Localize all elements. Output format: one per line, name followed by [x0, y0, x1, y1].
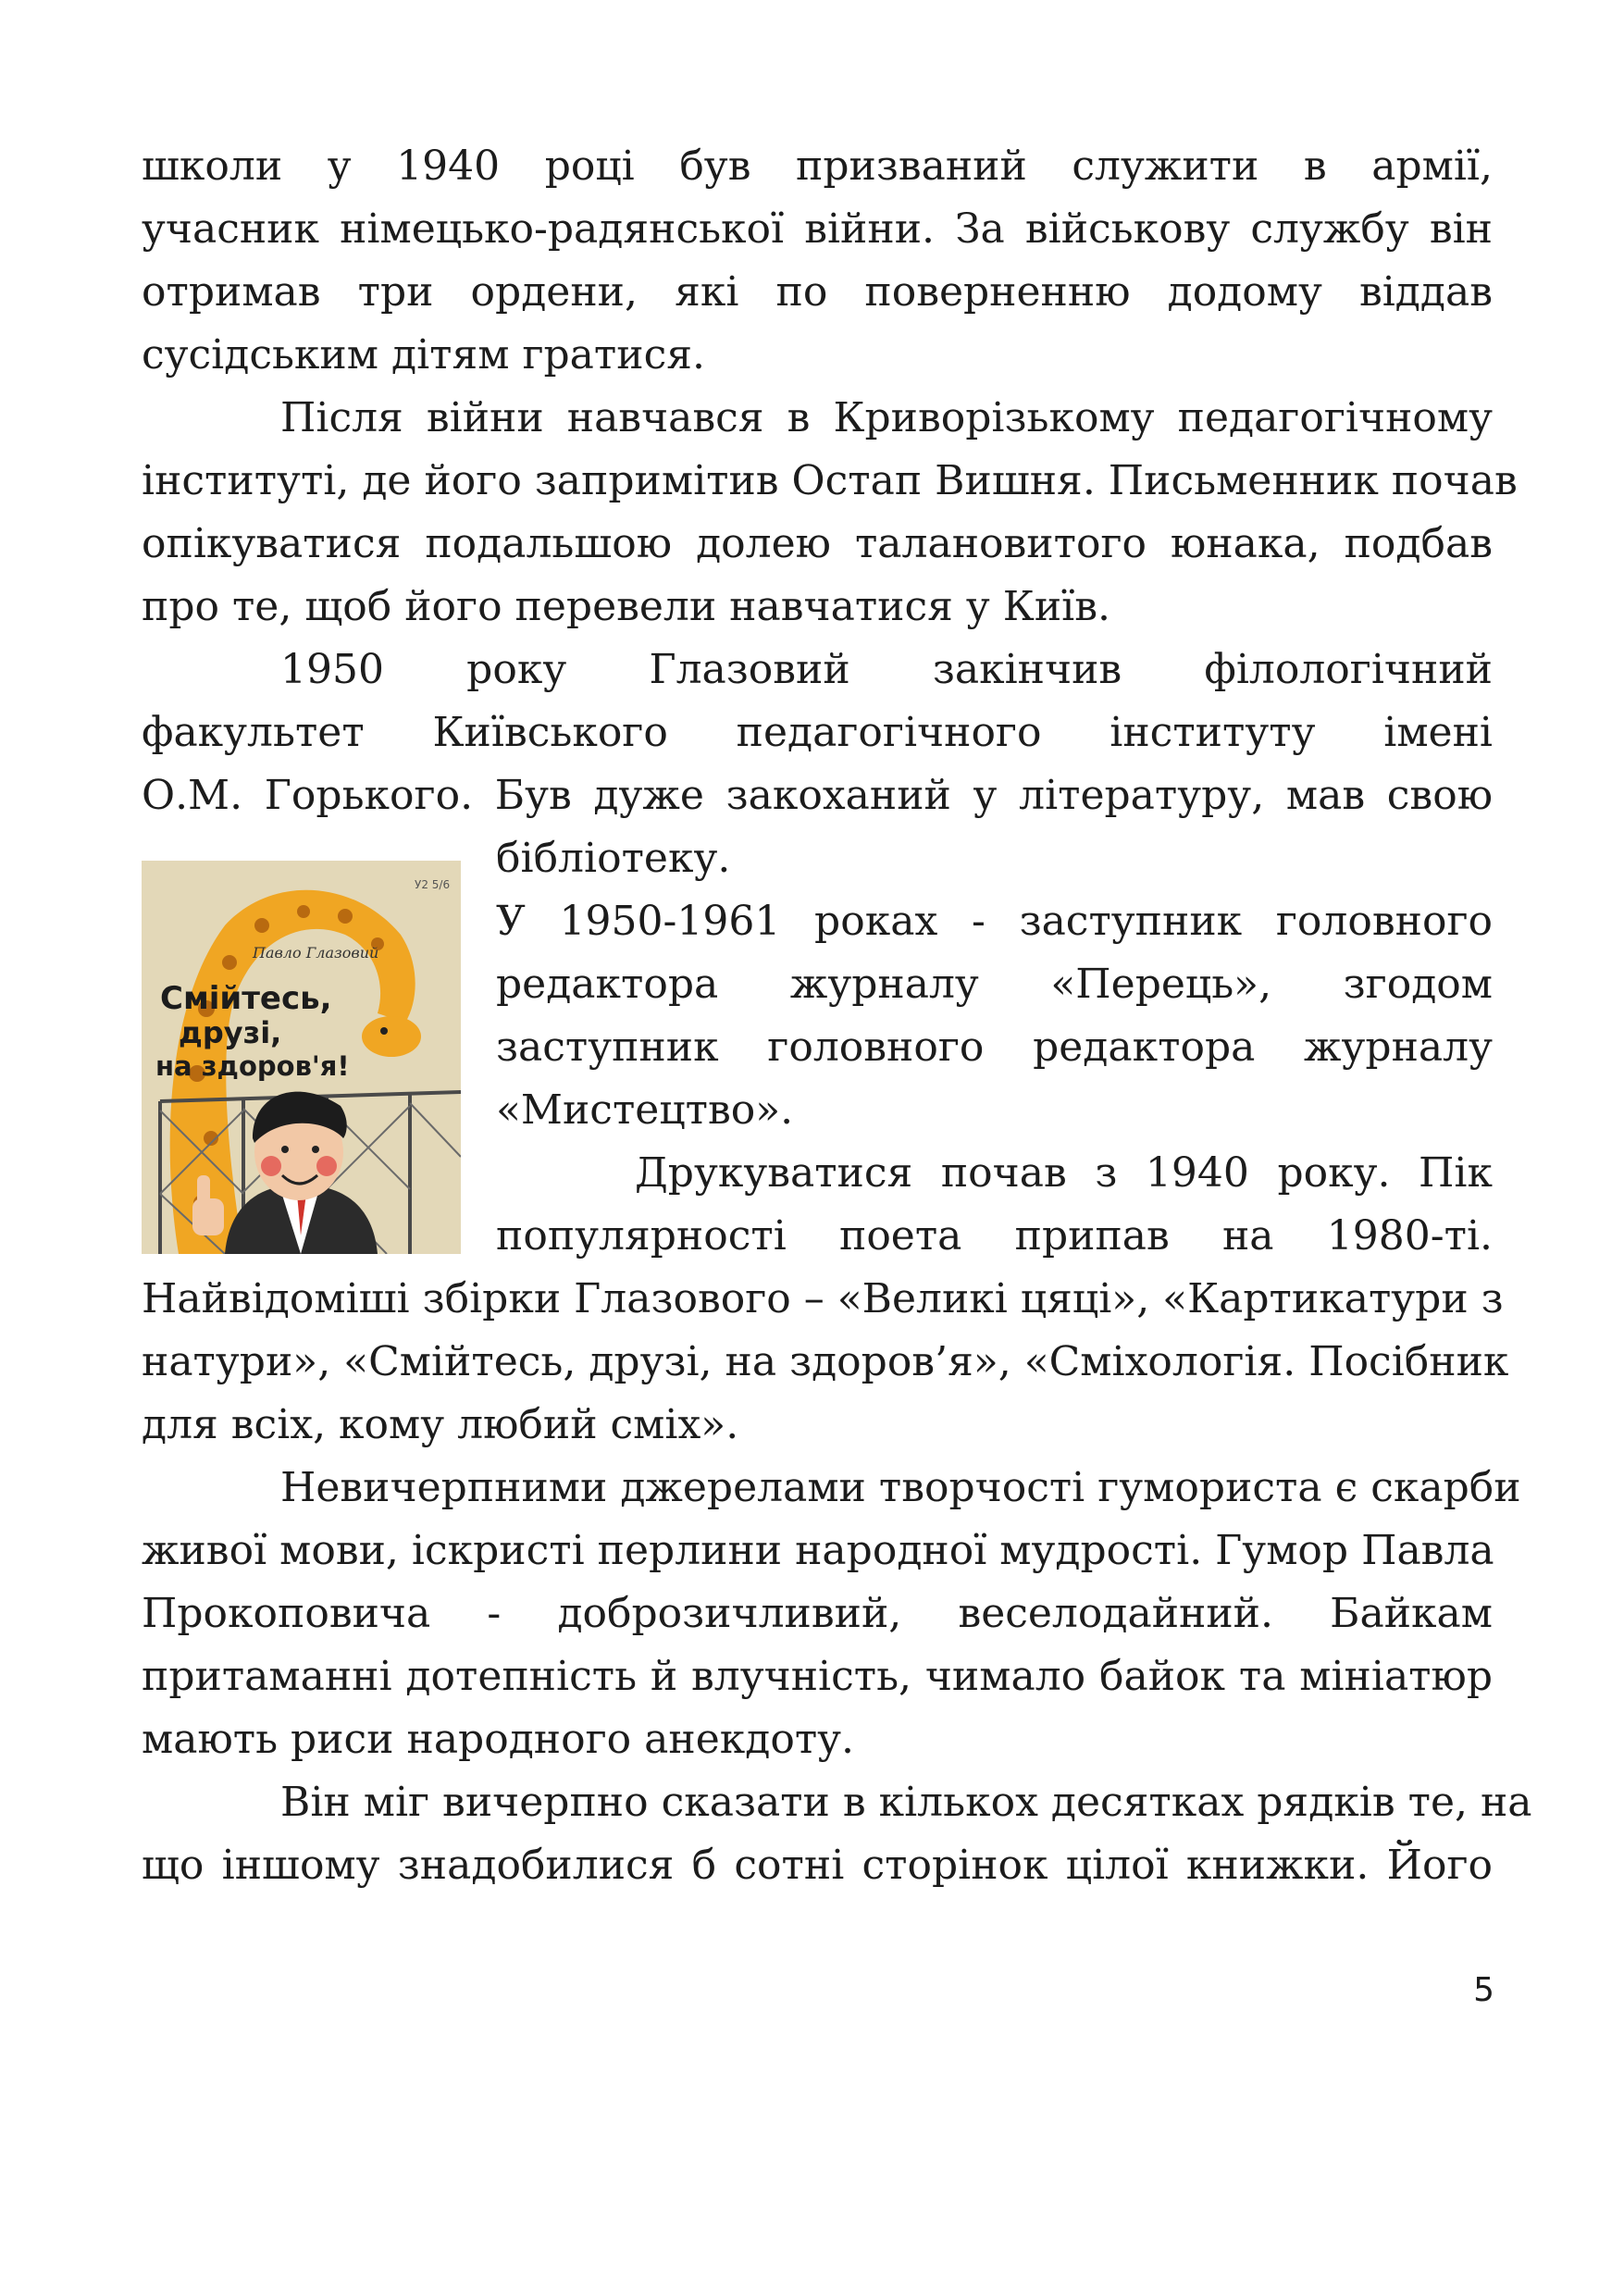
text-block-bottom — [142, 1268, 1532, 1897]
paragraph-7 — [142, 1771, 1532, 1897]
text-line: У 1950-1961 роках - заступник головного — [496, 898, 1493, 945]
cover-title-line-1: Смійтесь, — [160, 980, 332, 1017]
cover-title-line-3: на здоров'я! — [155, 1050, 350, 1082]
text-line: Невичерпними джерелами творчості гумориста є скарби — [280, 1464, 1521, 1511]
text-line: О.М. Горького. Був дуже закоханий у літературу, мав свою — [142, 772, 1493, 819]
cover-author: Павло Глазовий — [253, 944, 379, 962]
text-line: учасник німецько-радянської війни. За військову службу він — [142, 205, 1493, 253]
text-line: отримав три ордени, які по поверненню додому віддав — [142, 268, 1493, 316]
text-line: натури», «Смійтесь, друзі, на здоров’я», «Сміхологія. Посібник — [142, 1338, 1509, 1385]
text-line: редактора журналу «Перець», згодом — [496, 961, 1493, 1008]
cover-title-line-2: друзі, — [179, 1015, 282, 1050]
text-line: Він міг вичерпно сказати в кількох десятках рядків те, на — [280, 1779, 1532, 1826]
paragraph-5-end — [142, 1268, 1509, 1457]
paragraph-4 — [496, 890, 1493, 1142]
text-line: Найвідоміші збірки Глазового – «Великі цяці», «Картикатури з — [142, 1275, 1504, 1322]
text-block-top — [142, 135, 1518, 890]
text-line: заступник головного редактора журналу — [496, 1024, 1493, 1071]
text-line: Прокоповича - доброзичливий, веселодайний. Байкам — [142, 1590, 1493, 1637]
text-line: «Мистецтво». — [496, 1086, 794, 1134]
paragraph-2 — [142, 387, 1518, 639]
text-line: інституті, де його запримітив Остап Вишня. Письменник почав — [142, 457, 1518, 504]
text-line: опікуватися подальшою долею талановитого юнака, подбав — [142, 520, 1493, 567]
text-line: що іншому знадобилися б сотні сторінок цілої книжки. Його — [142, 1842, 1493, 1889]
text-line: мають риси народного анекдоту. — [142, 1716, 855, 1763]
paragraph-5-start — [496, 1142, 1493, 1268]
text-line: сусідським дітям гратися. — [142, 331, 705, 379]
text-line: Після війни навчався в Криворізькому педагогічному — [280, 394, 1493, 441]
text-line: популярності поета припав на 1980-ті. — [496, 1212, 1493, 1260]
text-line: про те, щоб його перевели навчатися у Київ. — [142, 583, 1110, 630]
text-line: факультет Київського педагогічного інституту імені — [142, 709, 1493, 756]
text-block-beside-image — [142, 890, 1493, 1268]
text-line: живої мови, іскристі перлини народної мудрості. Гумор Павла — [142, 1527, 1494, 1574]
cover-stamp: У2 5/6 — [415, 878, 451, 891]
paragraph-6 — [142, 1457, 1521, 1771]
text-line: притаманні дотепність й влучність, чимало байок та мініатюр — [142, 1653, 1493, 1700]
page-number: 5 — [1473, 1971, 1494, 2009]
text-line: школи у 1940 році був призваний служити в армії, — [142, 143, 1493, 190]
paragraph-3 — [142, 639, 1493, 890]
paragraph-1 — [142, 135, 1493, 387]
text-line: для всіх, кому любий сміх». — [142, 1401, 739, 1448]
text-line: бібліотеку. — [496, 835, 731, 882]
text-line: 1950 року Глазовий закінчив філологічний — [280, 646, 1493, 693]
text-line: Друкуватися почав з 1940 року. Пік — [635, 1149, 1493, 1197]
